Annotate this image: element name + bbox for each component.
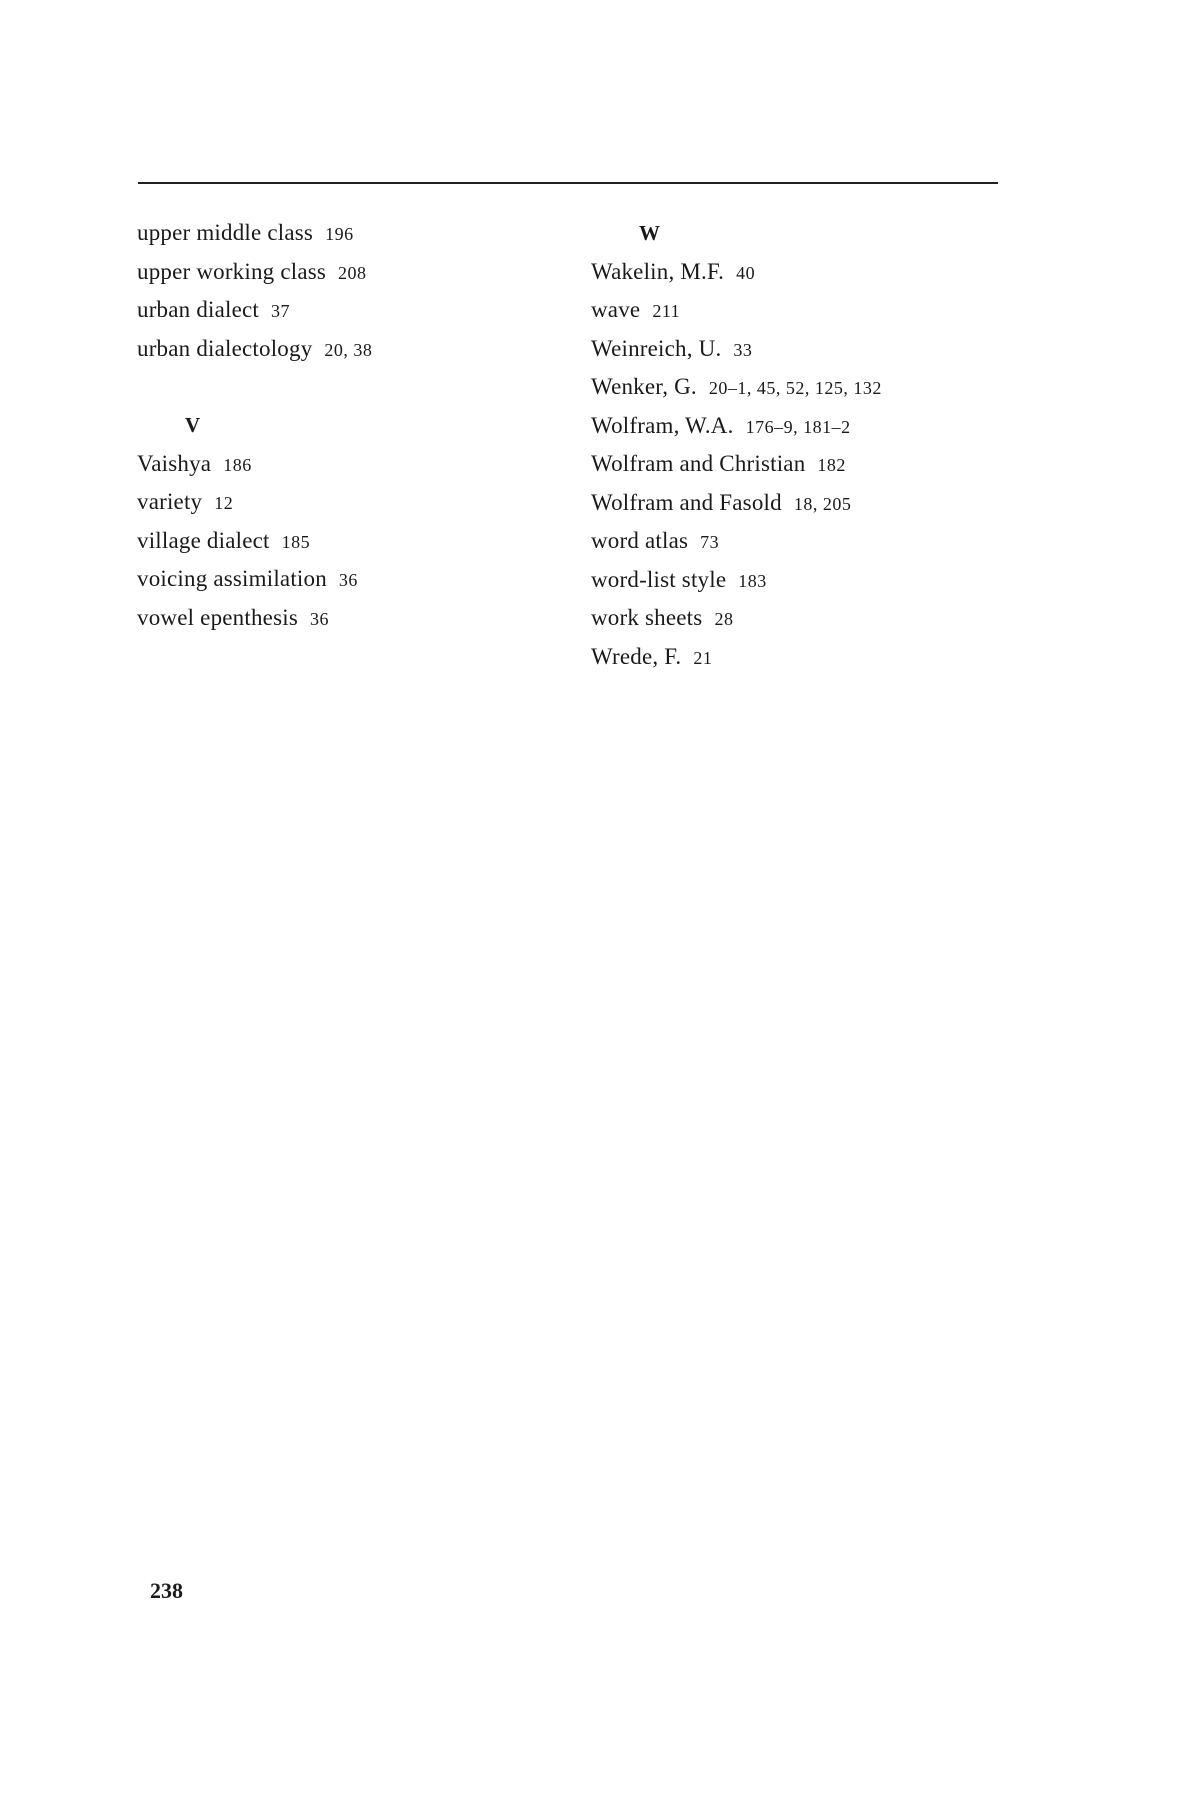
index-term: variety	[137, 489, 203, 514]
index-entry	[137, 483, 557, 522]
index-pages: 186	[223, 454, 252, 475]
index-term: wave	[591, 297, 641, 322]
index-entry	[591, 561, 1021, 600]
index-entry	[591, 368, 1021, 407]
index-term: voicing assimilation	[137, 566, 327, 591]
index-pages: 208	[338, 262, 367, 283]
index-entry	[137, 445, 557, 484]
index-pages: 37	[271, 301, 291, 321]
index-entry	[591, 291, 1021, 330]
index-term: Wenker, G.	[591, 374, 697, 399]
index-term: Wolfram and Christian	[591, 451, 806, 476]
index-entry	[591, 599, 1021, 638]
index-entry	[591, 407, 1021, 446]
section-heading-v: V	[185, 413, 201, 437]
index-column-right	[591, 214, 1021, 676]
section-gap	[137, 368, 557, 406]
index-pages: 185	[281, 531, 311, 552]
index-entry	[591, 253, 1021, 292]
index-entry	[591, 330, 1021, 369]
index-pages: 18, 205	[793, 493, 852, 514]
index-pages: 176–9, 181–2	[745, 416, 851, 437]
index-entry	[137, 330, 557, 369]
index-entry	[137, 522, 557, 561]
index-entry	[591, 484, 1021, 523]
index-term: Weinreich, U.	[591, 335, 722, 361]
index-term: Vaishya	[137, 450, 212, 476]
index-pages: 20–1, 45, 52, 125, 132	[708, 378, 882, 398]
index-pages: 40	[736, 262, 756, 283]
index-entry	[591, 638, 1021, 677]
index-term: vowel epenthesis	[137, 604, 298, 630]
index-pages: 73	[700, 532, 720, 552]
index-pages: 33	[733, 339, 753, 360]
section-heading-w: W	[639, 221, 660, 245]
index-entry	[137, 291, 557, 330]
index-entry	[591, 522, 1021, 561]
page-number: 238	[150, 1578, 183, 1603]
index-term: work sheets	[591, 605, 703, 630]
index-pages: 28	[714, 609, 734, 629]
index-term: urban dialectology	[137, 335, 313, 361]
index-term: upper working class	[137, 258, 327, 284]
index-term: upper middle class	[137, 220, 314, 245]
index-entry	[591, 445, 1021, 484]
index-pages: 211	[652, 301, 681, 321]
index-entry	[137, 560, 557, 599]
index-term: Wrede, F.	[591, 643, 682, 669]
index-pages: 20, 38	[324, 339, 373, 360]
index-pages: 182	[817, 455, 846, 475]
index-pages: 196	[325, 224, 354, 244]
index-pages: 36	[309, 608, 329, 629]
index-entry	[137, 214, 557, 253]
index-column-left	[137, 214, 557, 637]
index-term: village dialect	[137, 527, 270, 553]
index-term: Wakelin, M.F.	[591, 258, 725, 284]
index-term: urban dialect	[137, 297, 260, 322]
header-rule	[138, 182, 998, 184]
index-pages: 12	[214, 493, 234, 513]
index-term: word atlas	[591, 528, 689, 553]
index-term: word-list style	[591, 566, 727, 592]
index-term: Wolfram and Fasold	[591, 489, 782, 515]
index-pages: 21	[693, 647, 713, 668]
index-pages: 183	[738, 570, 767, 591]
index-entry	[137, 253, 557, 292]
index-term: Wolfram, W.A.	[591, 412, 734, 438]
index-entry	[137, 599, 557, 638]
index-pages: 36	[338, 570, 358, 590]
